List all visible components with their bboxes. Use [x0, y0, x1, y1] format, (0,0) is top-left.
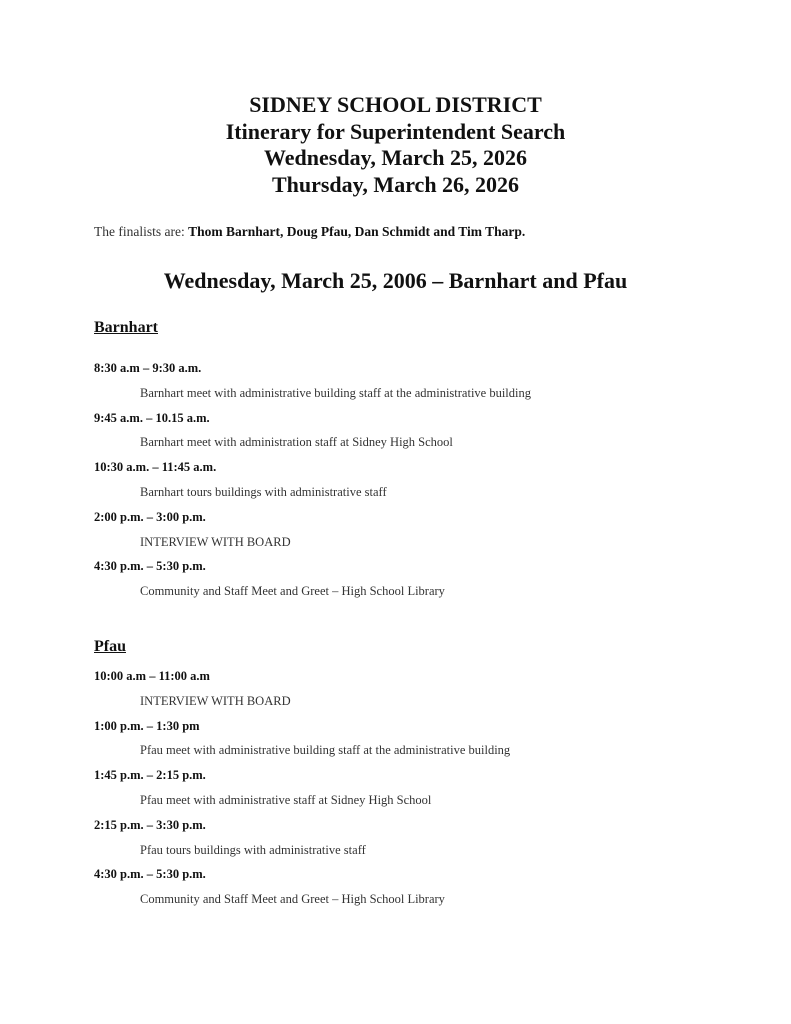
entry-desc: Community and Staff Meet and Greet – High School Library [140, 584, 445, 599]
entry-time: 8:30 a.m – 9:30 a.m. [94, 361, 202, 375]
entry-desc: Barnhart tours buildings with administrative staff [140, 484, 387, 499]
entry-desc: Community and Staff Meet and Greet – High School Library [140, 892, 445, 907]
schedule-barnhart [94, 356, 531, 604]
entry-desc: INTERVIEW WITH BOARD [140, 534, 291, 549]
entry-desc: Pfau meet with administrative building staff at the administrative building [140, 743, 511, 758]
title-line: Wednesday, March 25, 2026 [263, 145, 527, 170]
section-heading-barnhart: Barnhart [94, 319, 158, 336]
finalists-label: The finalists are: [94, 224, 185, 239]
section-heading-pfau: Pfau [94, 638, 126, 655]
entry-desc: Pfau meet with administrative staff at Sidney High School [140, 792, 432, 807]
title-line: Thursday, March 26, 2026 [271, 171, 520, 197]
entry-desc: Barnhart meet with administration staff at Sidney High School [140, 435, 453, 450]
title-line: SIDNEY SCHOOL DISTRICT [249, 92, 542, 117]
entry-time: 10:00 a.m – 11:00 a.m [94, 669, 210, 683]
entry-time: 2:15 p.m. – 3:30 p.m. [94, 817, 206, 832]
entry-desc: Pfau tours buildings with administrative staff [140, 842, 366, 857]
entry-time: 1:00 p.m. – 1:30 pm [94, 718, 200, 733]
document-title [0, 92, 791, 198]
entry-time: 4:30 p.m. – 5:30 p.m. [94, 559, 206, 574]
title-line: Itinerary for Superintendent Search [225, 118, 566, 144]
entry-time: 9:45 a.m. – 10.15 a.m. [94, 410, 210, 425]
entry-time: 4:30 p.m. – 5:30 p.m. [94, 867, 206, 882]
entry-desc: Barnhart meet with administrative building staff at the administrative building [140, 385, 532, 400]
entry-time: 1:45 p.m. – 2:15 p.m. [94, 768, 206, 783]
entry-desc: INTERVIEW WITH BOARD [140, 693, 291, 708]
entry-time: 10:30 a.m. – 11:45 a.m. [94, 460, 217, 475]
schedule-pfau [94, 664, 510, 912]
finalists-line [94, 224, 525, 240]
finalists-names: Thom Barnhart, Doug Pfau, Dan Schmidt and Tim Tharp. [188, 224, 526, 239]
day-heading: Wednesday, March 25, 2006 – Barnhart and Pfau [163, 268, 628, 293]
entry-time: 2:00 p.m. – 3:00 p.m. [94, 509, 206, 524]
